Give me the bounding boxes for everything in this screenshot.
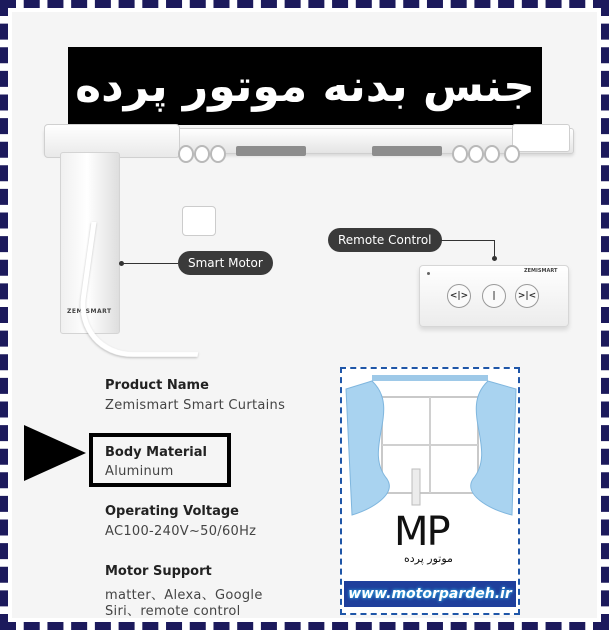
spec-label-motor-support: Motor Support bbox=[105, 564, 212, 579]
remote-open-button: <|> bbox=[447, 284, 471, 308]
logo-url: www.motorpardeh.ir bbox=[344, 581, 516, 607]
spec-value-operating-voltage: AC100-240V~50/60Hz bbox=[105, 524, 257, 539]
pointer-arrow-icon bbox=[24, 425, 86, 481]
spec-value-body-material: Aluminum bbox=[105, 464, 174, 479]
rail-runner bbox=[452, 145, 468, 163]
rail-runner bbox=[468, 145, 484, 163]
rail-glider bbox=[372, 146, 442, 156]
spec-value-motor-support: matter、Alexa、Google bbox=[105, 588, 263, 603]
rail-runner bbox=[194, 145, 210, 163]
rail-glider bbox=[236, 146, 306, 156]
remote-close-button: >|< bbox=[515, 284, 539, 308]
spec-label-body-material: Body Material bbox=[105, 445, 207, 460]
rail-runner bbox=[504, 145, 520, 163]
logo-persian-text: موتور پرده bbox=[404, 552, 453, 565]
remote-control-callout: Remote Control bbox=[328, 228, 442, 252]
spec-value-motor-support-2: Siri、remote control bbox=[105, 604, 241, 618]
spec-label-product-name: Product Name bbox=[105, 378, 209, 393]
motor-brand-label: ZEMISMART bbox=[67, 308, 112, 315]
rail-runner bbox=[210, 145, 226, 163]
spec-value-product-name: Zemismart Smart Curtains bbox=[105, 398, 286, 413]
motor-cable bbox=[73, 222, 217, 357]
callout-line bbox=[122, 263, 178, 264]
callout-dot bbox=[492, 256, 497, 261]
rail-runner bbox=[484, 145, 500, 163]
spec-label-operating-voltage: Operating Voltage bbox=[105, 504, 239, 519]
remote-brand-label: ZEMISMART bbox=[524, 268, 558, 274]
curtain-window-icon bbox=[342, 369, 518, 519]
motor-plug bbox=[182, 206, 216, 236]
callout-line bbox=[440, 240, 494, 241]
product-image bbox=[12, 12, 597, 618]
brand-logo bbox=[340, 367, 520, 615]
rail-runner bbox=[178, 145, 194, 163]
remote-stop-button: | bbox=[482, 284, 506, 308]
page-title: جنس بدنه موتور پرده bbox=[68, 47, 542, 125]
remote-led bbox=[427, 272, 430, 275]
rail-end-cap bbox=[512, 124, 570, 152]
smart-motor-callout: Smart Motor bbox=[178, 251, 273, 275]
logo-initials: MP bbox=[394, 509, 449, 555]
